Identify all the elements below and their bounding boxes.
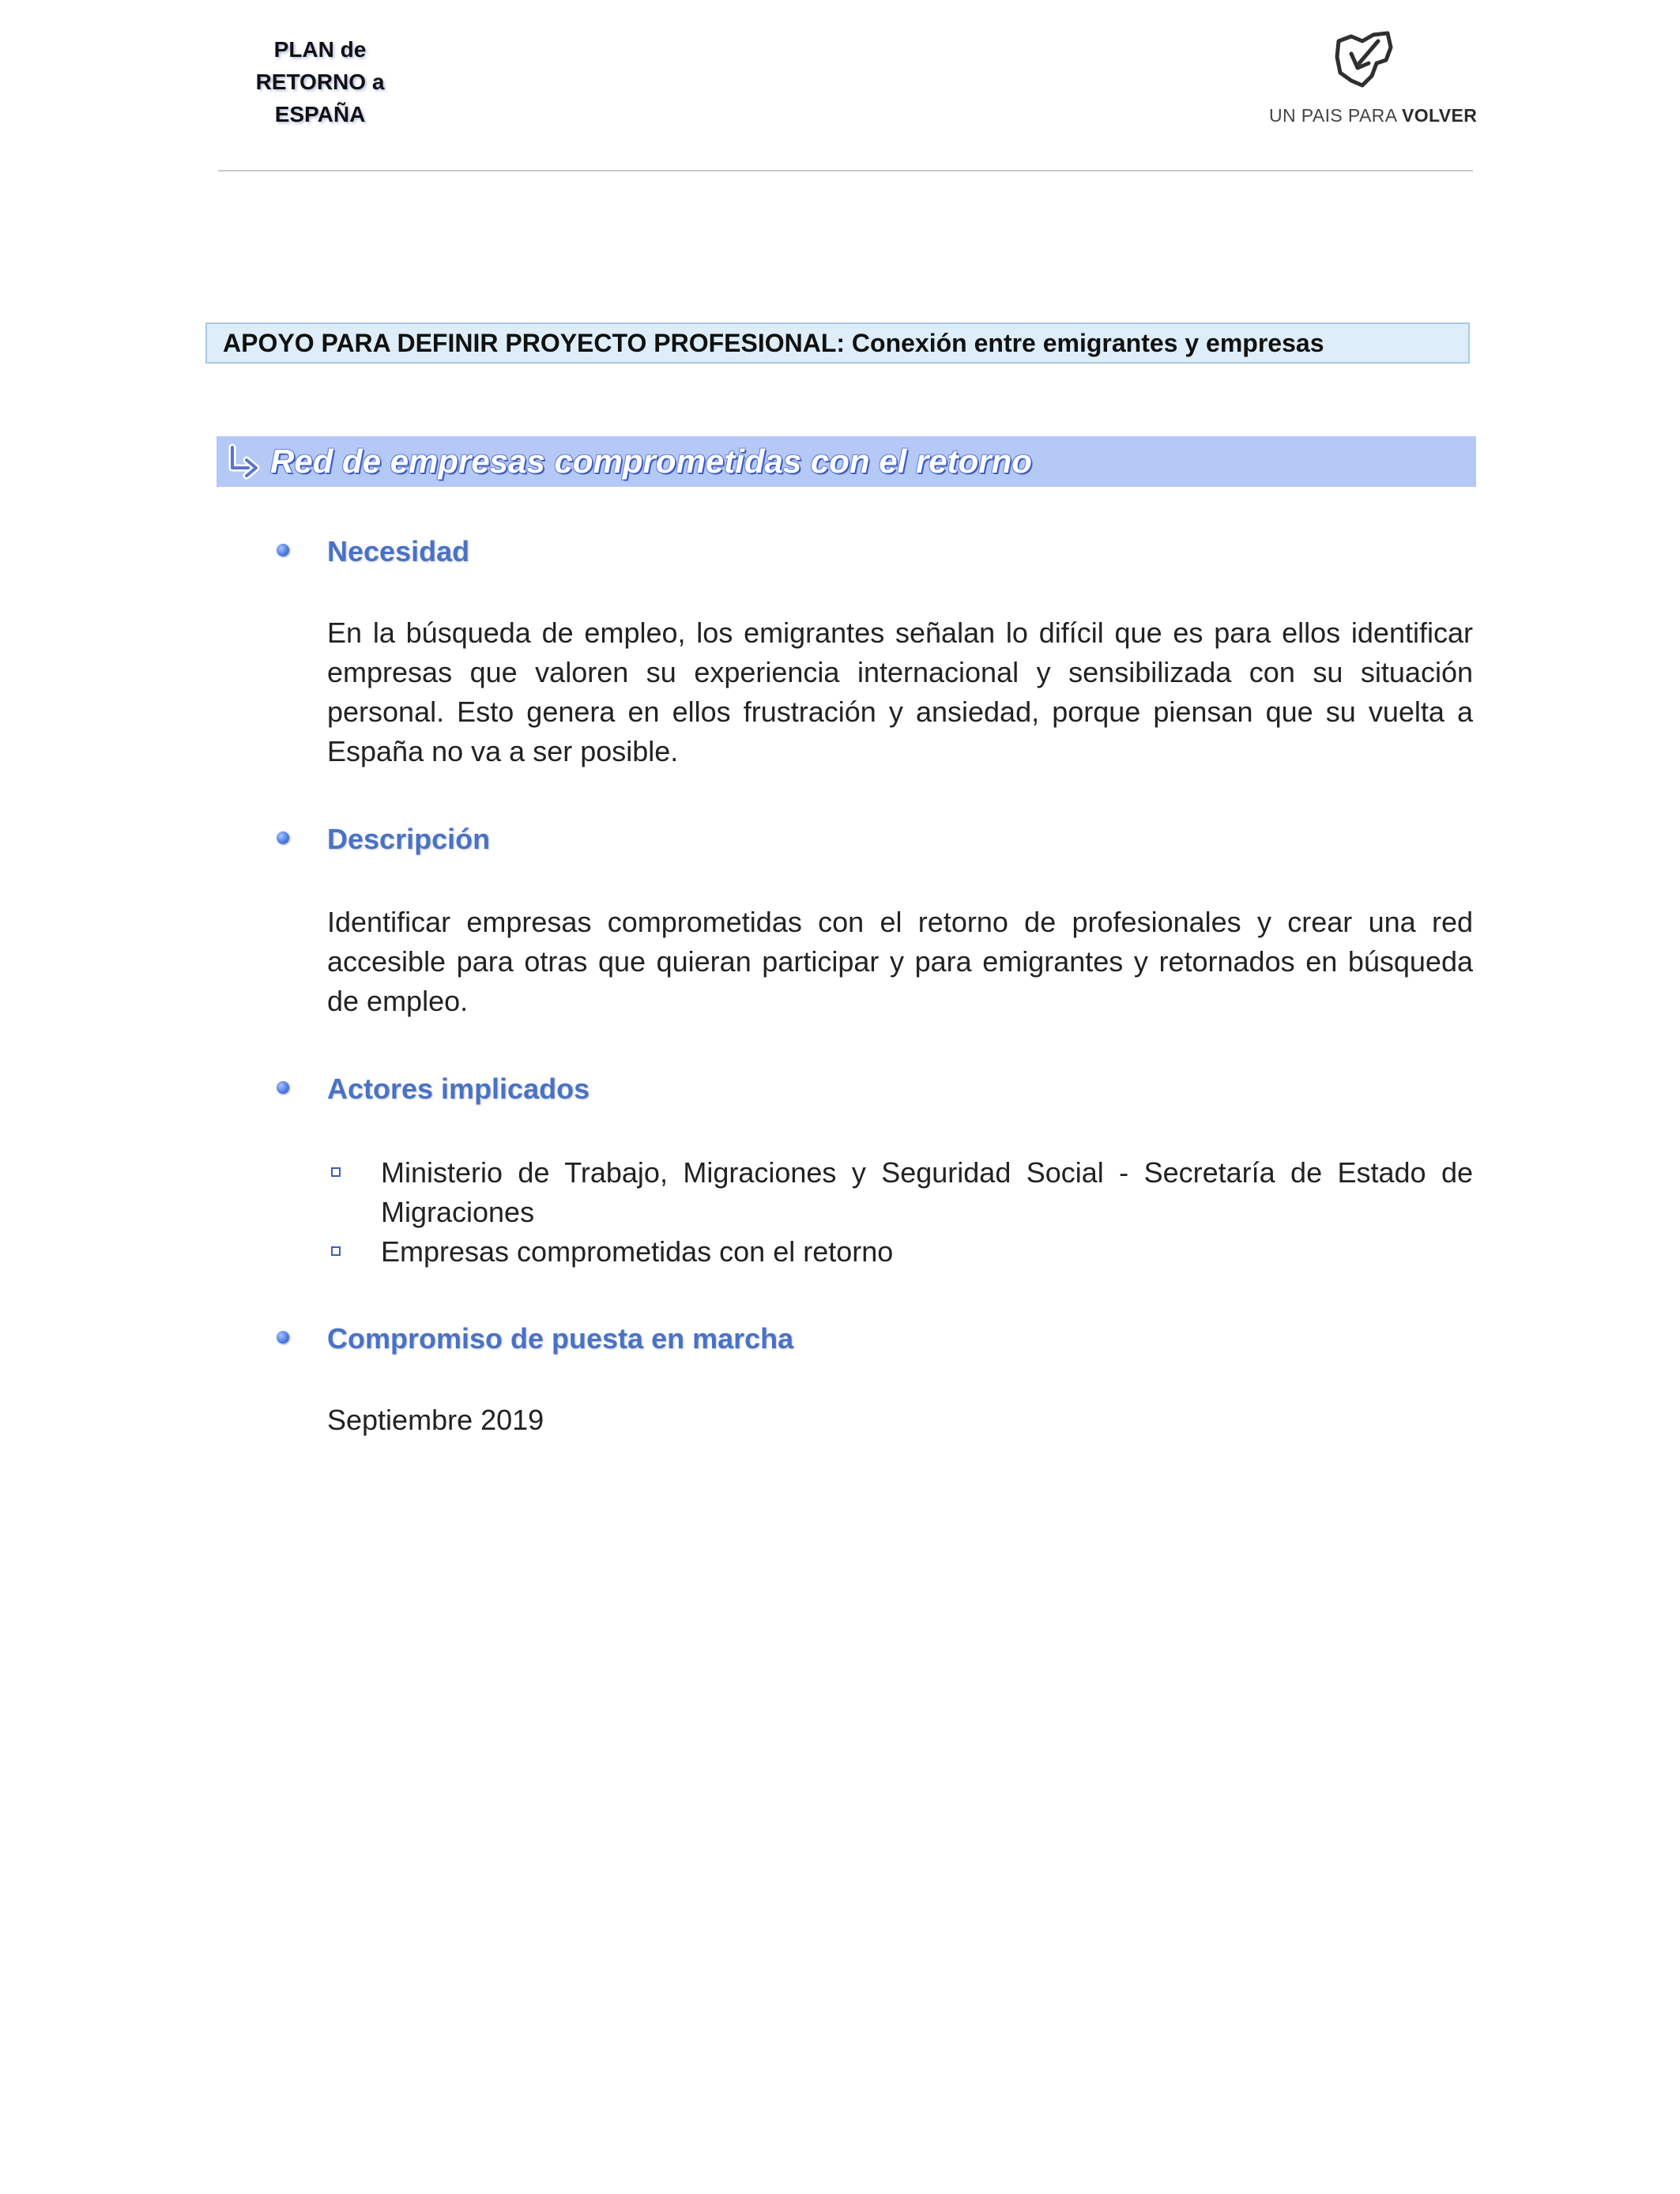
bullet-dot-icon	[277, 1331, 289, 1344]
heading-text: Compromiso de puesta en marcha	[327, 1322, 794, 1355]
plan-logo-line-3: ESPAÑA	[274, 102, 366, 126]
brand-text	[1269, 105, 1477, 126]
title-rest: Conexión entre emigrantes y empresas	[845, 329, 1324, 357]
plan-retorno-logo	[237, 33, 403, 130]
bullet-dot-icon	[277, 831, 289, 844]
section-title: Red de empresas comprometidas con el retorno	[270, 443, 1032, 480]
list-item-text: Ministerio de Trabajo, Migraciones y Seguridad Social - Secretaría de Estado de Migraciones	[381, 1156, 1473, 1228]
heading-text: Actores implicados	[327, 1072, 590, 1105]
turn-arrow-icon	[223, 443, 262, 482]
bullet-dot-icon	[277, 1081, 289, 1094]
checkbox-square-icon	[331, 1246, 341, 1256]
title-bold-part: APOYO PARA DEFINIR PROYECTO PROFESIONAL:	[223, 329, 846, 357]
brand-text-bold: VOLVER	[1401, 105, 1478, 126]
plan-logo-line-1: PLAN de	[273, 37, 367, 62]
map-arrow-icon	[1328, 28, 1399, 92]
brand-text-regular: UN PAIS PARA	[1269, 105, 1402, 126]
section-banner	[217, 436, 1476, 487]
paragraph-necesidad: En la búsqueda de empleo, los emigrantes señalan lo difícil que es para ellos identificar empresas que valoren su experiencia internacional y sensibilizada con su situación personal. Esto genera en ellos frustración y ansiedad, porque piensan que su vuelta a España no va a ser posible.	[327, 616, 1473, 767]
paragraph-descripcion: Identificar empresas comprometidas con el retorno de profesionales y crear una red accesible para otras que quieran participar y para emigrantes y retornados en búsqueda de empleo.	[327, 906, 1473, 1017]
document-title-box	[205, 322, 1470, 364]
heading-text: Descripción	[327, 823, 491, 855]
checkbox-square-icon	[331, 1167, 341, 1177]
paragraph-compromiso: Septiembre 2019	[327, 1404, 544, 1436]
heading-text: Necesidad	[327, 535, 470, 567]
header-divider	[218, 170, 1473, 172]
plan-logo-line-2: RETORNO a	[255, 70, 385, 94]
list-item-text: Empresas comprometidas con el retorno	[381, 1235, 894, 1268]
bullet-dot-icon	[277, 544, 289, 556]
